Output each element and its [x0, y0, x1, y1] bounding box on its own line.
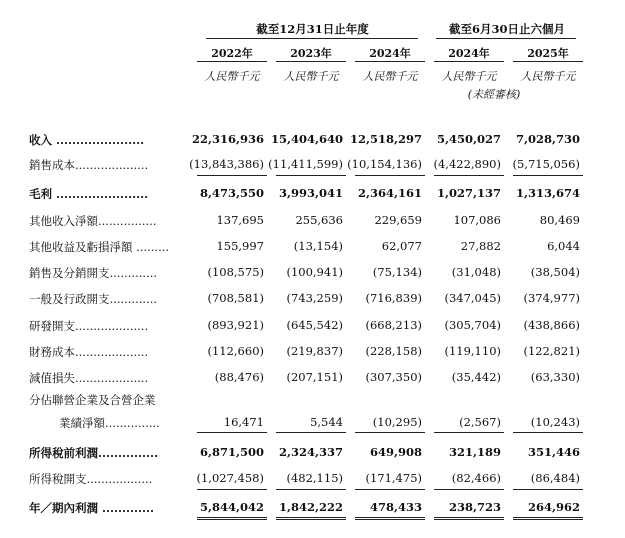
cell-value: (374,977) [523, 291, 580, 305]
cell-value: (31,048) [451, 265, 501, 279]
cell-value: (122,821) [523, 344, 580, 358]
cell-value: (10,243) [530, 415, 580, 429]
table-row-other-income-net [0, 211, 625, 231]
double-underline-rule [434, 517, 504, 520]
cell-value: (13,154) [293, 239, 343, 253]
double-underline-rule [355, 517, 425, 520]
table-row-impairment-losses [0, 368, 625, 388]
subtotal-rule [355, 489, 425, 490]
row-label: 銷售成本.................... [29, 158, 149, 172]
cell-value: (2,567) [459, 415, 501, 429]
year-header-2024-interim: 2024年 [448, 47, 490, 60]
cell-value: (668,213) [365, 318, 422, 332]
row-label: 毛利 ....................... [29, 187, 149, 201]
year-rule [197, 61, 267, 62]
cell-value: 8,473,550 [199, 186, 264, 200]
cell-value: (743,259) [286, 291, 343, 305]
cell-value: (171,475) [365, 471, 422, 485]
subtotal-rule [276, 175, 346, 176]
cell-value: 321,189 [448, 445, 501, 459]
cell-value: (10,154,136) [347, 157, 422, 171]
year-rule [434, 61, 504, 62]
cell-value: (228,158) [365, 344, 422, 358]
year-header-2023: 2023年 [290, 47, 332, 60]
cell-value: (347,045) [444, 291, 501, 305]
cell-value: (708,581) [207, 291, 264, 305]
table-row-income-tax-expense [0, 469, 625, 489]
cell-value: (716,839) [365, 291, 422, 305]
cell-value: (1,027,458) [196, 471, 264, 485]
year-header-2022: 2022年 [211, 47, 253, 60]
subtotal-rule [434, 432, 504, 433]
cell-value: (438,866) [523, 318, 580, 332]
cell-value: 7,028,730 [515, 132, 580, 146]
cell-value: (645,542) [286, 318, 343, 332]
row-label: 其他收入淨額................ [29, 214, 157, 228]
subtotal-rule [276, 489, 346, 490]
annual-group-header: 截至12月31日止年度 [256, 22, 369, 36]
year-header-2024: 2024年 [369, 47, 411, 60]
subtotal-rule [276, 432, 346, 433]
subtotal-rule [197, 175, 267, 176]
cell-value: 12,518,297 [349, 132, 422, 146]
cell-value: 22,316,936 [191, 132, 264, 146]
cell-value: (307,350) [365, 370, 422, 384]
subtotal-rule [513, 489, 583, 490]
cell-value: (482,115) [286, 471, 343, 485]
cell-value: 3,993,041 [278, 186, 343, 200]
unit-label: 人民幣千元 [441, 70, 497, 83]
cell-value: 16,471 [223, 415, 264, 429]
cell-value: 155,997 [216, 239, 264, 253]
table-row-general-admin-expenses [0, 289, 625, 309]
row-label: 其他收益及虧損淨額 ......... [29, 240, 170, 254]
cell-value: (11,411,599) [268, 157, 343, 171]
double-underline-rule [197, 517, 267, 520]
cell-value: (893,921) [207, 318, 264, 332]
table-row-profit-for-period [0, 498, 625, 518]
year-rule [513, 61, 583, 62]
cell-value: 649,908 [369, 445, 422, 459]
year-header-2025-interim: 2025年 [527, 47, 569, 60]
cell-value: 2,364,161 [357, 186, 422, 200]
cell-value: (119,110) [444, 344, 501, 358]
table-row-revenue [0, 130, 625, 150]
table-row-share-of-results-label [0, 390, 625, 410]
subtotal-rule [197, 489, 267, 490]
subtotal-rule [197, 432, 267, 433]
cell-value: (305,704) [444, 318, 501, 332]
cell-value: 107,086 [453, 213, 501, 227]
cell-value: (86,484) [530, 471, 580, 485]
cell-value: (35,442) [451, 370, 501, 384]
year-rule [355, 61, 425, 62]
cell-value: 238,723 [448, 500, 501, 514]
row-label: 所得稅前利潤............... [29, 446, 159, 460]
table-row-selling-distribution-expenses [0, 263, 625, 283]
cell-value: 137,695 [216, 213, 264, 227]
row-label: 減值損失.................... [29, 371, 149, 385]
row-label: 研發開支.................... [29, 319, 149, 333]
row-label: 所得稅開支.................. [29, 472, 153, 486]
cell-value: 255,636 [295, 213, 343, 227]
unaudited-note: (未經審核) [467, 88, 521, 101]
row-label: 銷售及分銷開支............. [29, 266, 158, 280]
table-row-rd-expenses [0, 316, 625, 336]
cell-value: (13,843,386) [189, 157, 264, 171]
annual-group-rule [206, 38, 418, 39]
cell-value: 351,446 [527, 445, 580, 459]
cell-value: 5,450,027 [436, 132, 501, 146]
cell-value: 27,882 [460, 239, 501, 253]
cell-value: (5,715,056) [512, 157, 580, 171]
cell-value: (75,134) [372, 265, 422, 279]
cell-value: 1,842,222 [278, 500, 343, 514]
cell-value: 80,469 [539, 213, 580, 227]
row-label: 一般及行政開支............. [29, 292, 158, 306]
subtotal-rule [513, 432, 583, 433]
cell-value: 264,962 [527, 500, 580, 514]
cell-value: 1,313,674 [515, 186, 580, 200]
cell-value: 5,544 [310, 415, 343, 429]
unit-label: 人民幣千元 [204, 70, 260, 83]
row-label: 年／期內利潤 ............. [29, 501, 155, 515]
table-row-cost-of-sales [0, 155, 625, 175]
double-underline-rule [513, 517, 583, 520]
cell-value: (88,476) [214, 370, 264, 384]
cell-value: (108,575) [207, 265, 264, 279]
table-row-profit-before-tax [0, 443, 625, 463]
cell-value: (207,151) [286, 370, 343, 384]
cell-value: (112,660) [207, 344, 264, 358]
interim-group-rule [436, 38, 576, 39]
table-row-gross-profit [0, 184, 625, 204]
row-label: 分佔聯營企業及合營企業 [29, 393, 156, 407]
subtotal-rule [355, 175, 425, 176]
subtotal-rule [513, 175, 583, 176]
cell-value: (219,837) [286, 344, 343, 358]
cell-value: (4,422,890) [433, 157, 501, 171]
cell-value: 62,077 [381, 239, 422, 253]
row-label: 收入 ...................... [29, 133, 145, 147]
row-label: 財務成本.................... [29, 345, 149, 359]
cell-value: 478,433 [369, 500, 422, 514]
cell-value: 6,871,500 [199, 445, 264, 459]
cell-value: (10,295) [372, 415, 422, 429]
double-underline-rule [276, 517, 346, 520]
subtotal-rule [434, 175, 504, 176]
cell-value: (82,466) [451, 471, 501, 485]
subtotal-rule [434, 489, 504, 490]
table-row-finance-costs [0, 342, 625, 362]
unit-label: 人民幣千元 [520, 70, 576, 83]
cell-value: (38,504) [530, 265, 580, 279]
cell-value: 15,404,640 [270, 132, 343, 146]
unit-label: 人民幣千元 [283, 70, 339, 83]
cell-value: 229,659 [374, 213, 422, 227]
row-label: 業績淨額............... [59, 416, 160, 430]
cell-value: 6,044 [547, 239, 580, 253]
interim-group-header: 截至6月30日止六個月 [448, 22, 565, 36]
cell-value: 5,844,042 [199, 500, 264, 514]
cell-value: (63,330) [530, 370, 580, 384]
cell-value: 2,324,337 [278, 445, 343, 459]
cell-value: (100,941) [286, 265, 343, 279]
year-rule [276, 61, 346, 62]
cell-value: 1,027,137 [436, 186, 501, 200]
unit-label: 人民幣千元 [362, 70, 418, 83]
table-row-share-of-results-net [0, 413, 625, 433]
subtotal-rule [355, 432, 425, 433]
table-row-other-gains-losses-net [0, 237, 625, 257]
